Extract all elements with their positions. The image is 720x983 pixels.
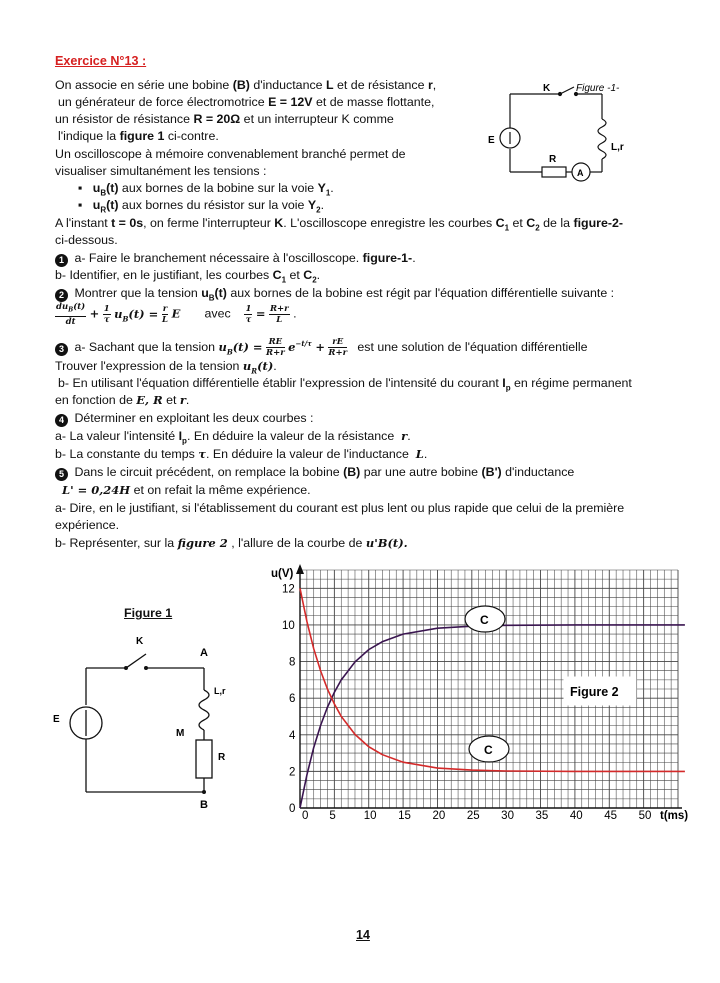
equation-1: $\frac{du_B(t)}{dt}$ + $\frac{1}{\tau}$ $u_B(t)$ = $\frac{r}{L}$ E avec $\frac{1}{\tau}$ = $\frac{R+r}{L}$ . xyxy=(56,302,297,327)
y-tick-label: 8 xyxy=(289,656,296,669)
question-3a: 3 a- Sachant que la tension $u_B(t)$ = $\frac{RE}{R+r}$ $e^{-t/\tau}$ + $\frac{rE}{R+r}$ est une solution de l'équation différentielle xyxy=(55,333,588,363)
intro-line-4: l'indique la figure 1 ci-contre. xyxy=(58,129,219,143)
figure-1-top-circuit xyxy=(480,74,650,194)
question-4: 4 Déterminer en exploitant les deux courbes : xyxy=(55,410,313,427)
bullet-ur: ▪ $u_R(t)$ aux bornes du résistor sur la voie $Y_2$. xyxy=(78,198,325,215)
figure-1-caption: Figure 1 xyxy=(124,606,173,620)
figure-2-chart xyxy=(266,560,712,828)
question-5: 5 Dans le circuit précédent, on remplace la bobine (B) par une autre bobine (B') d'inductance xyxy=(55,464,574,481)
question-3a-line2: Trouver l'expression de la tension $u_R(t)$. xyxy=(55,359,277,376)
label-r: R xyxy=(218,752,226,763)
question-4b: b- La constante du temps τ. En déduire la valeur de l'inductance L. xyxy=(55,447,428,461)
intro-line-1: On associe en série une bobine (B) d'inductance L et de résistance r, xyxy=(55,78,437,92)
y-tick-label: 2 xyxy=(289,766,296,779)
intro-line-6: visualiser simultanément les tensions : xyxy=(55,164,267,178)
intro-line-3: un résistor de résistance R = 20Ω et un interrupteur K comme xyxy=(55,112,394,126)
label-k-top: K xyxy=(543,83,551,94)
figure-1-circuit xyxy=(50,630,230,810)
label-k: K xyxy=(136,636,144,647)
intro-line-2: un générateur de force électromotrice E = 12V et de masse flottante, xyxy=(58,95,435,109)
x-tick-label: 10 xyxy=(363,810,377,822)
x-tick-label: 5 xyxy=(329,810,336,822)
exercise-title: Exercice N°13 : xyxy=(55,54,147,68)
question-5a: a- Dire, en le justifiant, si l'établissement du courant est plus lent ou plus rapide que celui de la première xyxy=(55,501,625,515)
y-axis-arrow xyxy=(296,564,304,574)
bullet-ub: ▪ $u_B(t)$ aux bornes de la bobine sur la voie $Y_1$. xyxy=(78,181,334,198)
label-lr-top: L,r xyxy=(611,142,624,153)
x-axis-label: t(ms) xyxy=(660,810,689,822)
label-b: B xyxy=(200,799,208,810)
y-axis-label: u(V) xyxy=(271,568,294,580)
y-tick-label: 6 xyxy=(289,693,296,706)
x-tick-label: 30 xyxy=(501,810,514,822)
label-r-top: R xyxy=(549,154,557,165)
y-tick-label: 0 xyxy=(289,803,296,815)
label-e: E xyxy=(53,714,60,725)
label-lr: L,r xyxy=(214,686,226,696)
intro-line-5: Un oscilloscope à mémoire convenablement branché permet de xyxy=(55,147,406,161)
x-tick-label: 40 xyxy=(569,810,583,822)
question-5b: b- Représenter, sur la figure 2 , l'allure de la courbe de u'B(t). xyxy=(55,536,408,550)
question-4a: a- La valeur l'intensité $I_p$. En déduire la valeur de la résistance r. xyxy=(55,429,411,446)
question-3b-line2: en fonction de E, R et r. xyxy=(55,393,190,407)
question-5-line2: L' = 0,24H et on refait la même expérience. xyxy=(62,483,311,497)
curve-label-c-2: C xyxy=(484,743,493,757)
question-1a: 1 a- Faire le branchement nécessaire à l'oscilloscope. figure-1-. xyxy=(55,250,416,267)
x-tick-label: 25 xyxy=(466,810,480,822)
x-tick-label: 45 xyxy=(604,810,618,822)
y-tick-label: 12 xyxy=(282,583,295,596)
y-tick-label: 4 xyxy=(289,729,296,742)
curve-label-c-lower xyxy=(469,736,509,762)
curve-label-c-upper xyxy=(465,606,505,632)
label-a: A xyxy=(200,647,208,659)
x-tick-label: 50 xyxy=(638,810,652,822)
instant-line: A l'instant t = 0s, on ferme l'interrupteur K. L'oscilloscope enregistre les courbes $C_1$ et $C_2$ de la figure-2- xyxy=(55,216,624,233)
instant-line-cont: ci-dessous. xyxy=(55,233,118,247)
question-3b: b- En utilisant l'équation différentielle établir l'expression de l'intensité du courant $I_p$ en régime permanent xyxy=(58,376,632,393)
figure-1-top-caption: Figure -1- xyxy=(576,83,620,94)
label-a-top: A xyxy=(577,168,584,178)
x-tick-label: 15 xyxy=(398,810,411,822)
label-m: M xyxy=(176,728,185,739)
question-1b: b- Identifier, en le justifiant, les courbes $C_1$ et $C_2$. xyxy=(55,268,321,285)
curve-label-c-1: C xyxy=(480,613,489,627)
question-2: 2 Montrer que la tension $u_B(t)$ aux bornes de la bobine est régit par l'équation différentielle suivante : xyxy=(55,285,614,306)
y-tick-label: 10 xyxy=(282,619,295,632)
page-number: 14 xyxy=(356,928,370,942)
figure-2-label: Figure 2 xyxy=(570,685,619,699)
x-tick-label: 35 xyxy=(535,810,549,822)
x-tick-label: 0 xyxy=(302,810,309,822)
x-tick-label: 20 xyxy=(432,810,446,822)
question-5a-line2: expérience. xyxy=(55,518,120,532)
label-e-top: E xyxy=(488,135,495,146)
